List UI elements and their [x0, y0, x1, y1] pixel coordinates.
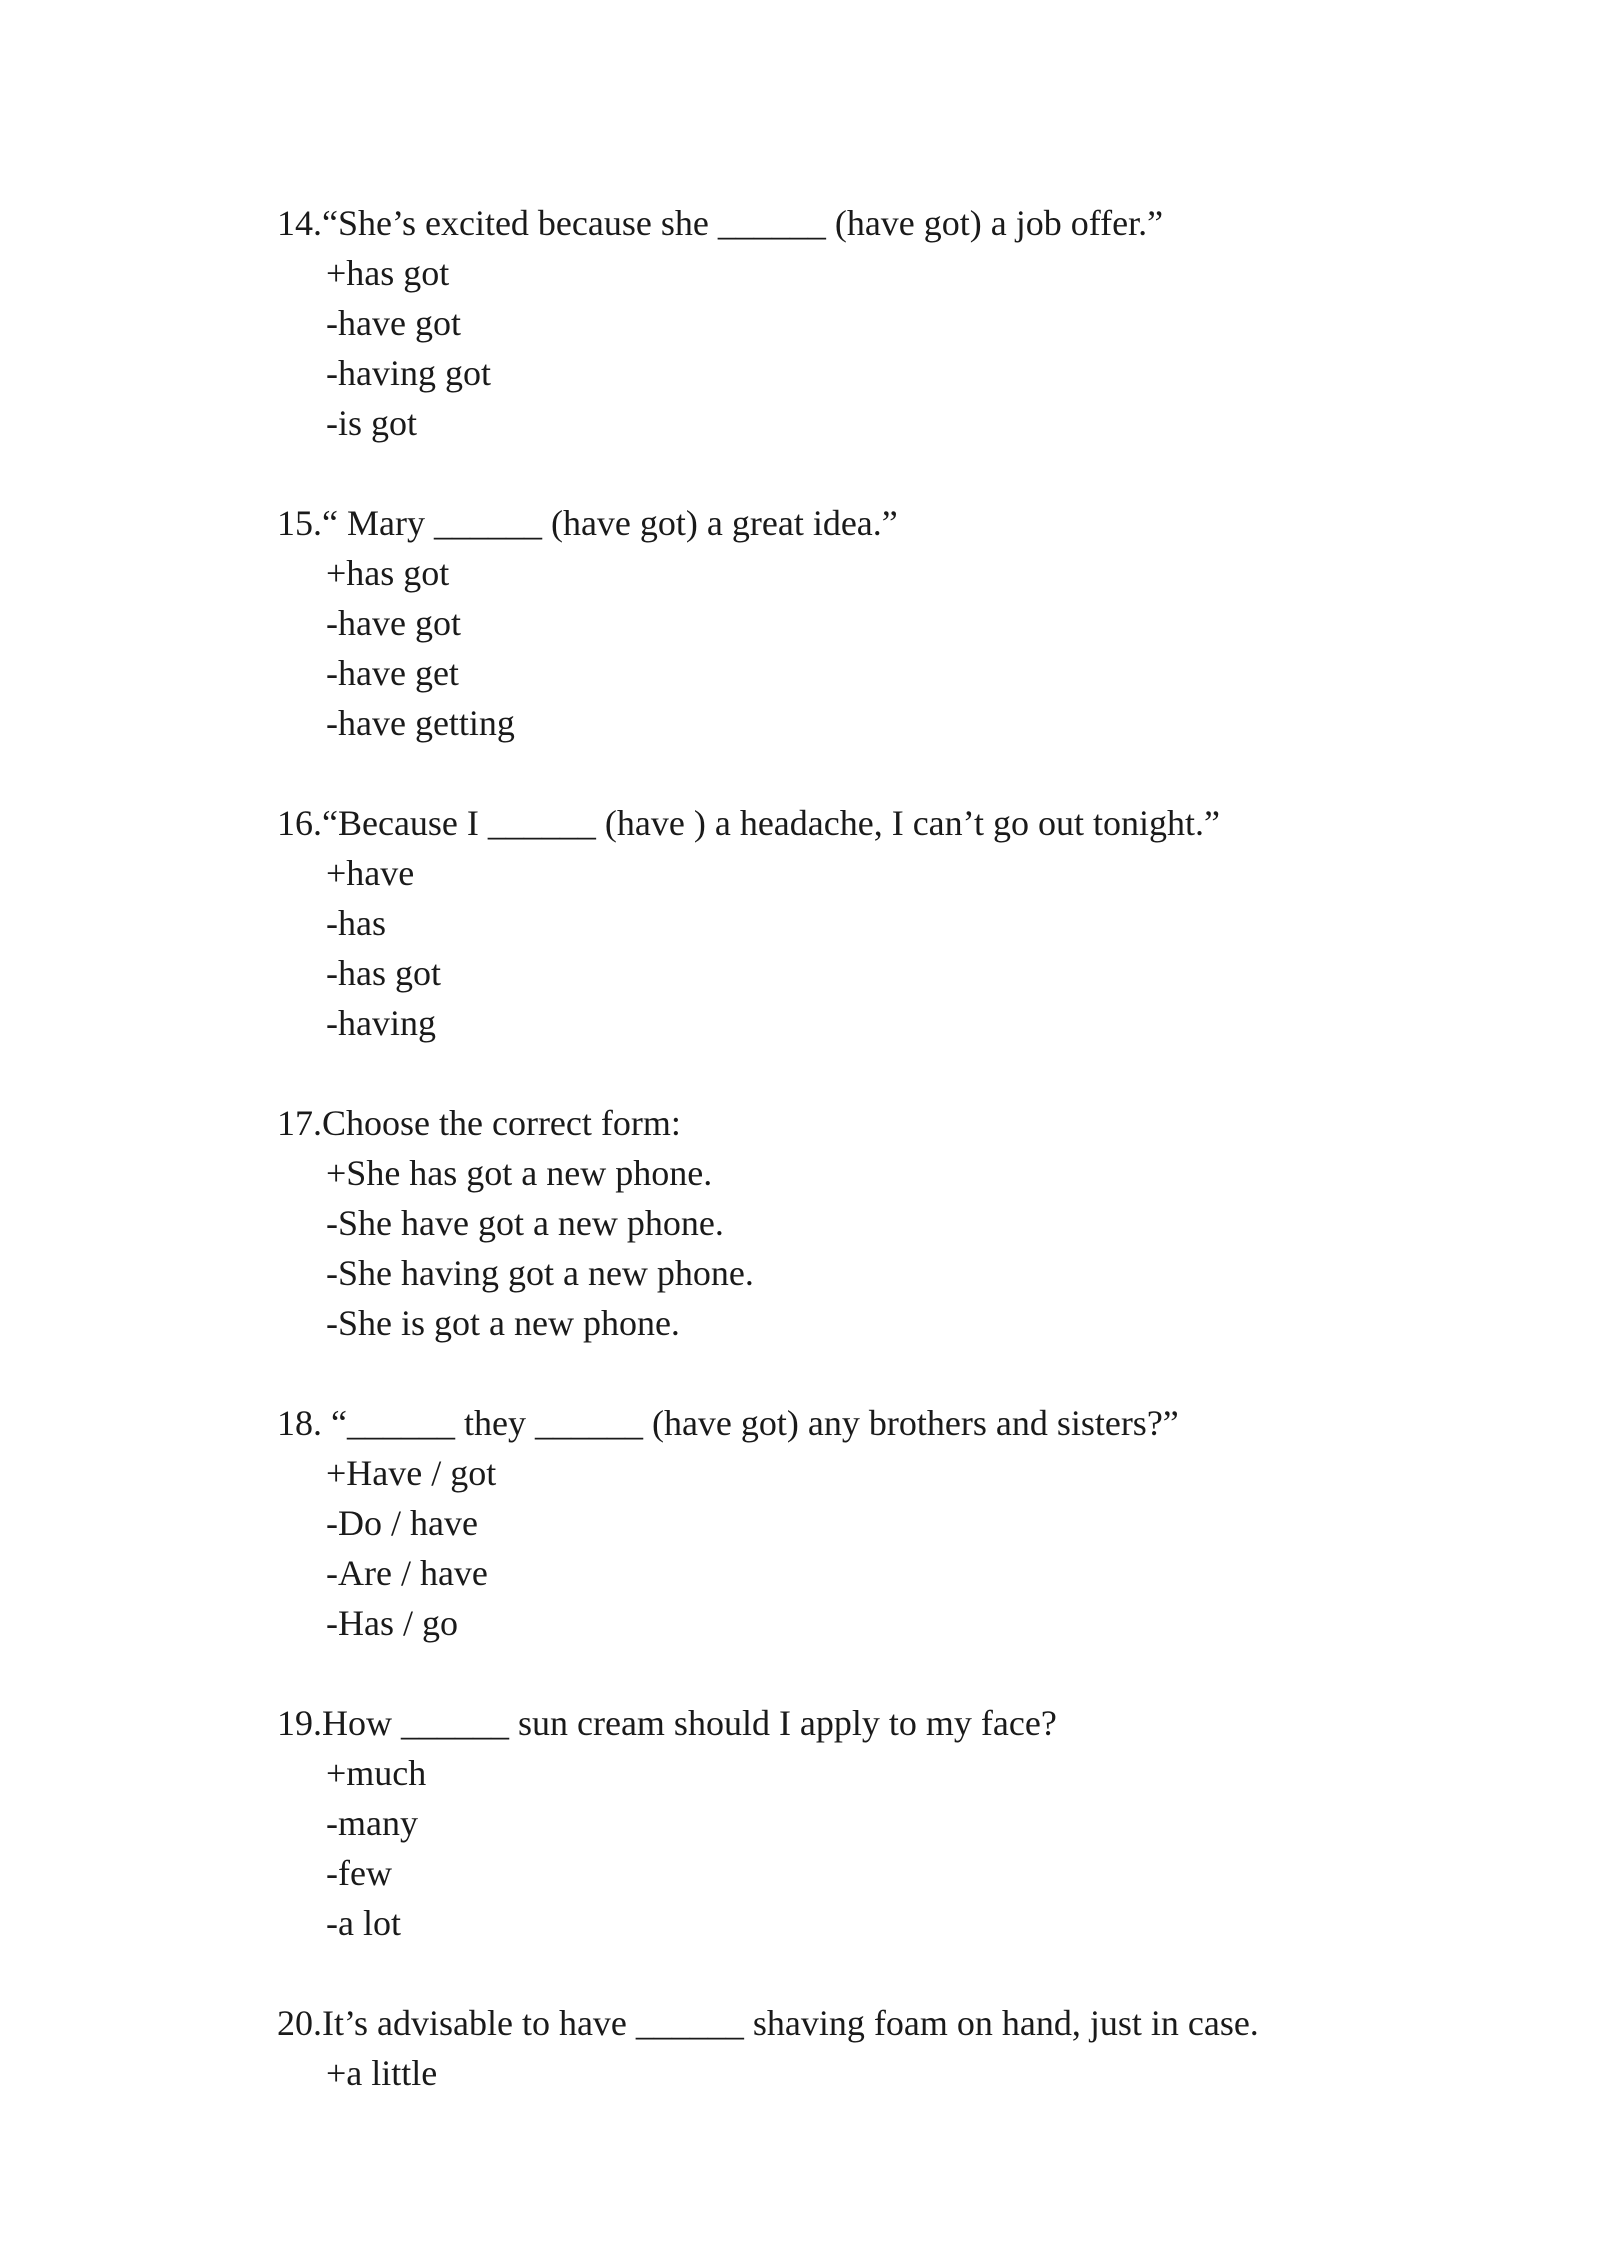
answer-option: +has got: [326, 253, 450, 293]
question-text: 20.It’s advisable to have ______ shaving foam on hand, just in case.: [277, 2003, 1259, 2043]
answer-options: [277, 1448, 1477, 1648]
answer-option: -Has / go: [326, 1603, 458, 1643]
answer-option: +have: [326, 853, 415, 893]
answer-option: -have getting: [326, 703, 515, 743]
answer-option: -She is got a new phone.: [326, 1303, 680, 1343]
answer-option: -has got: [326, 953, 441, 993]
answer-option: -She have got a new phone.: [326, 1203, 724, 1243]
question-16: [277, 798, 1477, 1048]
question-14: [277, 198, 1477, 448]
answer-option: -have got: [326, 603, 461, 643]
answer-option: +She has got a new phone.: [326, 1153, 713, 1193]
answer-option: +a little: [326, 2053, 438, 2093]
answer-option: +much: [326, 1753, 427, 1793]
question-text: 14.“She’s excited because she ______ (have got) a job offer.”: [277, 203, 1164, 243]
question-text: 19.How ______ sun cream should I apply to my face?: [277, 1703, 1057, 1743]
answer-option: -few: [326, 1853, 392, 1893]
answer-option: +Have / got: [326, 1453, 497, 1493]
answer-option: -Do / have: [326, 1503, 478, 1543]
question-19: [277, 1698, 1477, 1948]
answer-option: -having got: [326, 353, 491, 393]
question-20: [277, 1998, 1477, 2098]
answer-options: [277, 848, 1477, 1048]
answer-option: -Are / have: [326, 1553, 488, 1593]
question-15: [277, 498, 1477, 748]
answer-option: -a lot: [326, 1903, 401, 1943]
question-text: 15.“ Mary ______ (have got) a great idea.”: [277, 503, 898, 543]
answer-option: -has: [326, 903, 386, 943]
answer-options: [277, 548, 1477, 748]
answer-option: -many: [326, 1803, 418, 1843]
answer-options: [277, 248, 1477, 448]
answer-option: -have get: [326, 653, 459, 693]
worksheet-page: [277, 198, 1477, 2148]
answer-option: -She having got a new phone.: [326, 1253, 754, 1293]
question-text: 18. “______ they ______ (have got) any brothers and sisters?”: [277, 1403, 1179, 1443]
answer-option: -have got: [326, 303, 461, 343]
question-17: [277, 1098, 1477, 1348]
question-text: 17.Choose the correct form:: [277, 1103, 681, 1143]
answer-options: [277, 2048, 1477, 2098]
question-text: 16.“Because I ______ (have ) a headache, I can’t go out tonight.”: [277, 803, 1220, 843]
answer-option: +has got: [326, 553, 450, 593]
answer-option: -having: [326, 1003, 436, 1043]
answer-options: [277, 1748, 1477, 1948]
answer-option: -is got: [326, 403, 418, 443]
answer-options: [277, 1148, 1477, 1348]
question-18: [277, 1398, 1477, 1648]
